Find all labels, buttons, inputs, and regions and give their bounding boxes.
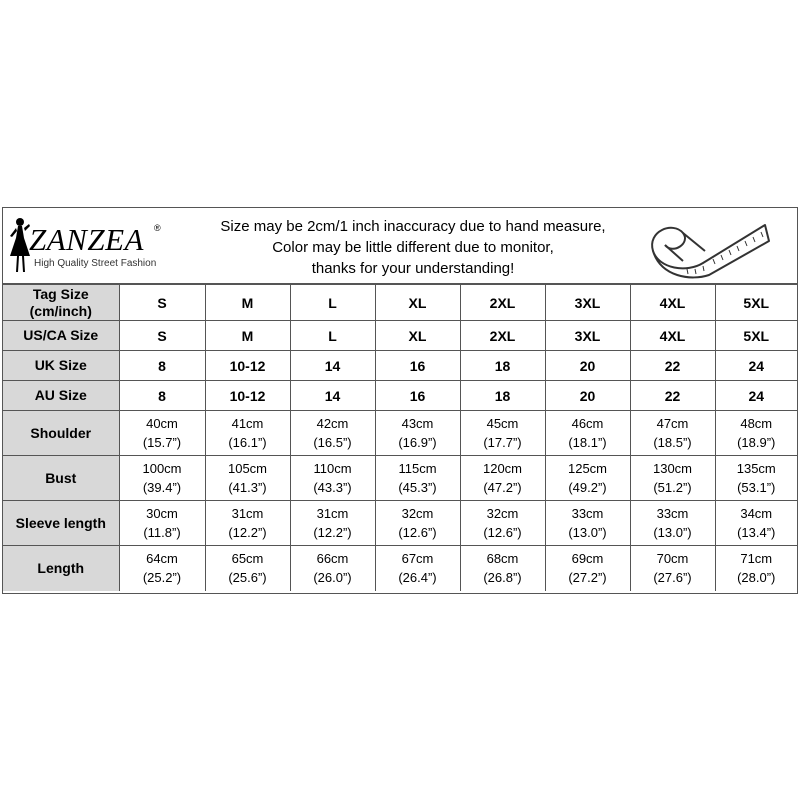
table-row xyxy=(3,546,797,591)
measurement-inch: (25.6”) xyxy=(228,570,267,586)
measurement-cm: 130cm xyxy=(652,461,693,476)
measurement-inch: (26.0”) xyxy=(313,570,352,586)
size-value-cell: 2XL xyxy=(460,321,545,351)
measurement-cm: 64cm xyxy=(146,551,178,567)
registered-mark: ® xyxy=(154,223,161,233)
measurement-cell xyxy=(630,501,715,546)
measurement-cm: 47cm xyxy=(656,416,689,431)
measurement-cell xyxy=(290,501,375,546)
size-header-cell: 2XL xyxy=(460,285,545,321)
measurement-cell xyxy=(205,501,290,546)
size-value-cell: 16 xyxy=(375,351,460,381)
size-header-cell: 5XL xyxy=(715,285,797,321)
measurement-cm: 30cm xyxy=(146,506,178,521)
measurement-inch: (12.6”) xyxy=(398,525,437,540)
measurement-cell xyxy=(545,456,630,501)
measurement-cell xyxy=(205,411,290,456)
measurement-cell xyxy=(715,411,797,456)
measurement-notice xyxy=(193,216,633,279)
row-label: UK Size xyxy=(3,351,119,381)
row-label: US/CA Size xyxy=(3,321,119,351)
measurement-inch: (16.9”) xyxy=(398,435,437,450)
measurement-cell xyxy=(290,546,375,591)
brand-logo xyxy=(7,212,177,278)
table-row xyxy=(3,285,797,321)
measurement-cm: 67cm xyxy=(401,551,434,567)
row-label: Bust xyxy=(3,456,119,501)
measurement-cm: 45cm xyxy=(486,416,519,431)
measurement-cell xyxy=(119,411,205,456)
measurement-inch: (16.5”) xyxy=(313,435,352,450)
size-value-cell: 14 xyxy=(290,351,375,381)
table-row xyxy=(3,351,797,381)
measurement-inch: (28.0”) xyxy=(737,570,776,586)
size-value-cell: 24 xyxy=(715,351,797,381)
measurement-cm: 71cm xyxy=(740,551,773,567)
size-value-cell: 10-12 xyxy=(205,381,290,411)
measurement-cell xyxy=(375,501,460,546)
size-value-cell: 14 xyxy=(290,381,375,411)
measurement-cell xyxy=(460,411,545,456)
size-value-cell: 20 xyxy=(545,351,630,381)
measurement-cm: 40cm xyxy=(146,416,178,431)
measurement-cm: 48cm xyxy=(740,416,773,431)
measurement-cm: 125cm xyxy=(567,461,608,476)
size-chart xyxy=(2,207,798,594)
measurement-cell xyxy=(290,411,375,456)
measurement-inch: (43.3”) xyxy=(313,480,352,495)
measurement-inch: (39.4”) xyxy=(142,480,182,495)
size-value-cell: 22 xyxy=(630,381,715,411)
notice-line: Size may be 2cm/1 inch inaccuracy due to hand measure, xyxy=(220,218,606,235)
measurement-inch: (27.6”) xyxy=(653,570,692,586)
row-label: Sleeve length xyxy=(3,501,119,546)
measuring-tape-icon xyxy=(643,211,773,279)
measurement-cm: 33cm xyxy=(571,506,604,521)
measurement-inch: (41.3”) xyxy=(228,480,267,495)
measurement-cell xyxy=(205,456,290,501)
measurement-cm: 32cm xyxy=(401,506,434,521)
size-value-cell: 10-12 xyxy=(205,351,290,381)
measurement-inch: (13.4”) xyxy=(737,525,776,540)
measurement-cm: 69cm xyxy=(571,551,604,567)
measurement-cm: 42cm xyxy=(316,416,349,431)
measurement-inch: (16.1”) xyxy=(228,435,267,450)
brand-tagline: High Quality Street Fashion xyxy=(34,258,157,269)
size-value-cell: 8 xyxy=(119,381,205,411)
measurement-cell xyxy=(545,546,630,591)
notice-line: thanks for your understanding! xyxy=(311,260,515,277)
measurement-inch: (26.4”) xyxy=(398,570,437,586)
measurement-cell xyxy=(715,456,797,501)
brand-name: ZANZEA xyxy=(29,222,144,257)
size-value-cell: 18 xyxy=(460,381,545,411)
measurement-cm: 66cm xyxy=(316,551,349,567)
size-value-cell: M xyxy=(205,321,290,351)
measurement-inch: (27.2”) xyxy=(568,570,607,586)
measurement-cell xyxy=(375,546,460,591)
measurement-cm: 31cm xyxy=(316,506,349,521)
measurement-cm: 43cm xyxy=(401,416,434,431)
measurement-cell xyxy=(545,411,630,456)
measurement-inch: (53.1”) xyxy=(737,480,776,495)
row-label xyxy=(3,285,119,321)
size-header-cell: M xyxy=(205,285,290,321)
measurement-inch: (13.0”) xyxy=(653,525,692,540)
measurement-cell xyxy=(630,456,715,501)
measurement-inch: (11.8”) xyxy=(143,525,181,540)
size-header-cell: S xyxy=(119,285,205,321)
measurement-inch: (12.2”) xyxy=(228,525,267,540)
measurement-cell xyxy=(119,501,205,546)
measurement-cell xyxy=(630,546,715,591)
measurement-cell xyxy=(460,456,545,501)
measurement-cm: 110cm xyxy=(313,461,352,476)
measurement-cell xyxy=(715,501,797,546)
row-label-line: (cm/inch) xyxy=(29,302,92,319)
measurement-cm: 65cm xyxy=(231,551,264,567)
row-label: Length xyxy=(3,546,119,591)
size-header-cell: 3XL xyxy=(545,285,630,321)
table-row xyxy=(3,411,797,456)
measurement-cm: 135cm xyxy=(736,461,776,476)
measurement-cm: 41cm xyxy=(231,416,264,431)
measurement-cell xyxy=(119,546,205,591)
measurement-cell xyxy=(375,411,460,456)
measurement-inch: (12.2”) xyxy=(313,525,352,540)
measurement-cell xyxy=(290,456,375,501)
size-value-cell: 20 xyxy=(545,381,630,411)
size-value-cell: 4XL xyxy=(630,321,715,351)
measurement-cm: 32cm xyxy=(486,506,519,521)
size-value-cell: L xyxy=(290,321,375,351)
measurement-cell xyxy=(460,546,545,591)
measurement-cm: 70cm xyxy=(656,551,689,567)
chart-header xyxy=(3,208,797,284)
measurement-inch: (18.9”) xyxy=(737,435,776,450)
measurement-cm: 31cm xyxy=(231,506,264,521)
table-row xyxy=(3,321,797,351)
size-value-cell: S xyxy=(119,321,205,351)
measurement-inch: (15.7”) xyxy=(142,435,182,450)
measurement-inch: (18.1”) xyxy=(568,435,607,450)
measurement-cm: 120cm xyxy=(482,461,523,476)
size-value-cell: 22 xyxy=(630,351,715,381)
size-value-cell: 5XL xyxy=(715,321,797,351)
measurement-cell xyxy=(375,456,460,501)
measurement-cm: 34cm xyxy=(740,506,773,521)
size-table xyxy=(3,284,797,591)
measurement-cm: 100cm xyxy=(142,461,182,476)
measurement-inch: (12.6”) xyxy=(483,525,522,540)
measurement-cell xyxy=(119,456,205,501)
measurement-cell xyxy=(715,546,797,591)
measurement-cell xyxy=(630,411,715,456)
table-row xyxy=(3,381,797,411)
size-value-cell: 18 xyxy=(460,351,545,381)
measurement-inch: (18.5”) xyxy=(653,435,692,450)
table-row xyxy=(3,456,797,501)
measurement-cm: 115cm xyxy=(398,461,437,476)
measurement-inch: (26.8”) xyxy=(483,570,522,586)
measurement-inch: (49.2”) xyxy=(568,480,607,495)
measurement-cell xyxy=(460,501,545,546)
measurement-inch: (17.7”) xyxy=(483,435,522,450)
row-label: AU Size xyxy=(3,381,119,411)
measurement-cell xyxy=(545,501,630,546)
size-value-cell: 8 xyxy=(119,351,205,381)
table-row xyxy=(3,501,797,546)
row-label-line: Tag Size xyxy=(32,285,89,302)
size-value-cell: 24 xyxy=(715,381,797,411)
measurement-cm: 33cm xyxy=(656,506,689,521)
size-header-cell: 4XL xyxy=(630,285,715,321)
size-header-cell: L xyxy=(290,285,375,321)
measurement-cm: 105cm xyxy=(227,461,268,476)
size-value-cell: 3XL xyxy=(545,321,630,351)
measurement-inch: (47.2”) xyxy=(483,480,522,495)
notice-line: Color may be little different due to monitor, xyxy=(272,239,554,256)
measurement-inch: (13.0”) xyxy=(568,525,607,540)
measurement-inch: (51.2”) xyxy=(653,480,692,495)
size-value-cell: 16 xyxy=(375,381,460,411)
size-header-cell: XL xyxy=(375,285,460,321)
measurement-inch: (45.3”) xyxy=(398,480,437,495)
measurement-cell xyxy=(205,546,290,591)
measurement-cm: 46cm xyxy=(571,416,604,431)
measurement-inch: (25.2”) xyxy=(142,570,182,586)
row-label: Shoulder xyxy=(3,411,119,456)
measurement-cm: 68cm xyxy=(486,551,519,567)
size-value-cell: XL xyxy=(375,321,460,351)
